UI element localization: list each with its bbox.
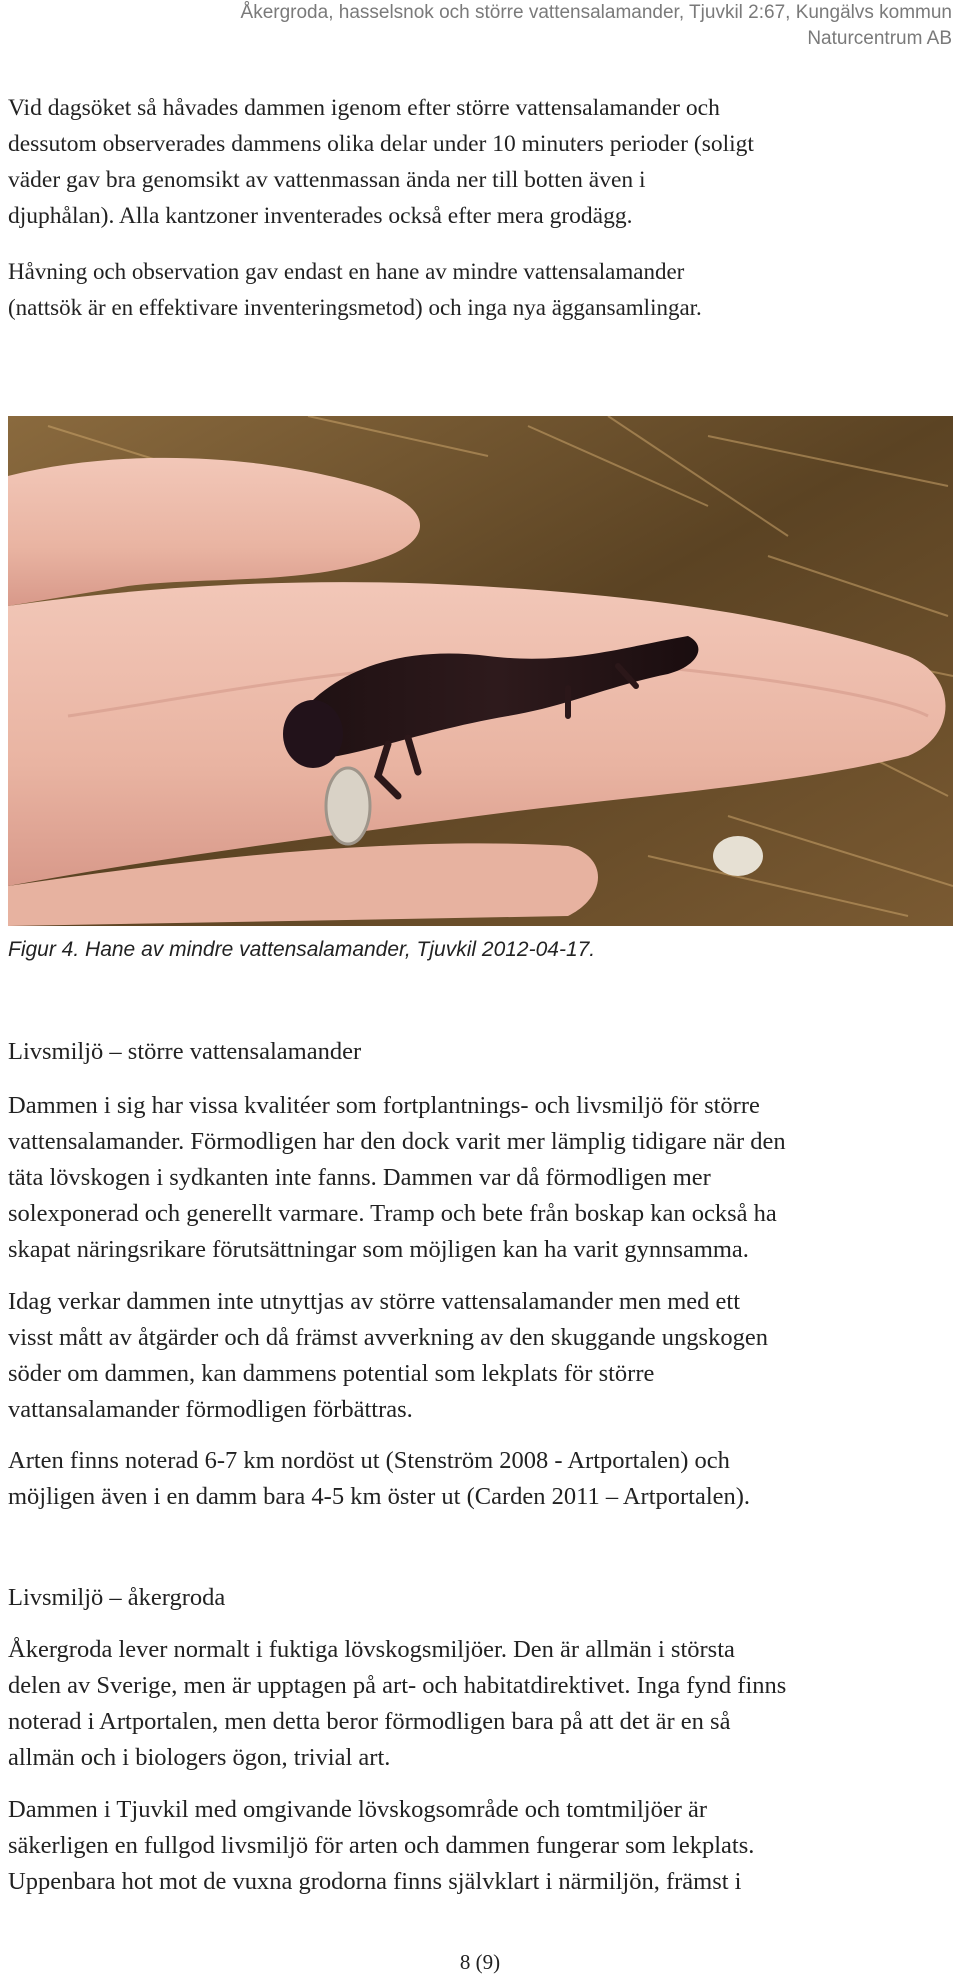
text-line: Uppenbara hot mot de vuxna grodorna finns självklart i närmiljön, främst i — [8, 1868, 742, 1895]
text-line: Dammen i Tjuvkil med omgivande lövskogsområde och tomtmiljöer är — [8, 1796, 708, 1823]
intro-paragraph-1 — [8, 90, 958, 234]
text-line: djuphålan). Alla kantzoner inventerades också efter mera grodägg. — [8, 203, 633, 229]
page-number: 8 (9) — [459, 1950, 501, 1974]
text-line: vattansalamander förmodligen förbättras. — [8, 1396, 413, 1423]
text-line: solexponerad och generellt varmare. Tramp och bete från boskap kan också ha — [8, 1200, 777, 1227]
text-line: söder om dammen, kan dammens potential som lekplats för större — [8, 1360, 655, 1387]
text-line: dessutom observerades dammens olika delar under 10 minuters perioder (soligt — [8, 131, 754, 157]
newt-in-hand-photo — [8, 416, 953, 926]
text-line: Åkergroda lever normalt i fuktiga lövskogsmiljöer. Den är allmän i största — [8, 1636, 735, 1663]
section1-paragraph-2 — [8, 1284, 958, 1428]
text-line: Vid dagsöket så håvades dammen igenom efter större vattensalamander och — [8, 95, 720, 121]
header-company: Naturcentrum AB — [807, 28, 952, 49]
section1-paragraph-1 — [8, 1088, 958, 1268]
text-line: noterad i Artportalen, men detta beror förmodligen bara på att det är en så — [8, 1708, 731, 1735]
text-line: säkerligen en fullgod livsmiljö för arten och dammen fungerar som lekplats. — [8, 1832, 755, 1859]
text-line: Idag verkar dammen inte utnyttjas av större vattensalamander men med ett — [8, 1288, 741, 1315]
text-line: möjligen även i en damm bara 4-5 km öster ut (Carden 2011 – Artportalen). — [8, 1483, 751, 1510]
text-line: Håvning och observation gav endast en hane av mindre vattensalamander — [8, 259, 685, 284]
text-line: väder gav bra genomsikt av vattenmassan ända ner till botten även i — [8, 167, 646, 193]
text-line: vattensalamander. Förmodligen har den dock varit mer lämplig tidigare när den — [8, 1128, 786, 1155]
section-heading-frog: Livsmiljö – åkergroda — [8, 1584, 226, 1611]
intro-paragraph-2 — [8, 254, 958, 326]
text-line: täta lövskogen i sydkanten inte fanns. Dammen var då förmodligen mer — [8, 1164, 711, 1191]
text-line: (nattsök är en effektivare inventeringsmetod) och inga nya äggansamlingar. — [8, 295, 702, 320]
text-line: delen av Sverige, men är upptagen på art- och habitatdirektivet. Inga fynd finns — [8, 1672, 787, 1699]
section2-paragraph-1 — [8, 1632, 958, 1776]
text-line: Arten finns noterad 6-7 km nordöst ut (Stenström 2008 - Artportalen) och — [8, 1447, 730, 1474]
section-heading-newt: Livsmiljö – större vattensalamander — [8, 1038, 362, 1065]
section2-paragraph-2 — [8, 1792, 958, 1900]
text-line: Dammen i sig har vissa kvalitéer som fortplantnings- och livsmiljö för större — [8, 1092, 760, 1119]
text-line: skapat näringsrikare förutsättningar som möjligen kan ha varit gynnsamma. — [8, 1236, 749, 1263]
text-line: visst mått av åtgärder och då främst avverkning av den skuggande ungskogen — [8, 1324, 768, 1351]
page-header — [241, 0, 952, 52]
header-title: Åkergroda, hasselsnok och större vattensalamander, Tjuvkil 2:67, Kungälvs kommun — [240, 2, 952, 23]
section1-paragraph-3 — [8, 1443, 958, 1515]
figure-caption: Figur 4. Hane av mindre vattensalamander, Tjuvkil 2012-04-17. — [8, 938, 596, 961]
text-line: allmän och i biologers ögon, trivial art. — [8, 1744, 391, 1771]
